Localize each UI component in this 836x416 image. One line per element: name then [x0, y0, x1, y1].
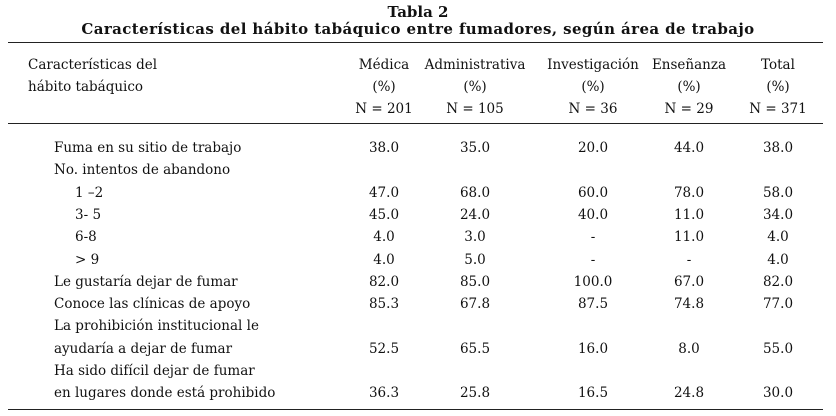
- header-col-n: N = 371: [749, 101, 807, 117]
- table-cell: 5.0: [464, 251, 486, 268]
- row-label: Le gustaría dejar de fumar: [54, 273, 238, 290]
- table-cell: 65.5: [459, 340, 491, 357]
- table-cell: 52.5: [368, 340, 400, 357]
- table-cell: 87.5: [577, 296, 609, 313]
- table-cell: 4.0: [767, 251, 789, 268]
- header-col-n: N = 105: [446, 101, 504, 117]
- header-col-name: Médica: [358, 57, 410, 73]
- table-cell: 36.3: [368, 385, 400, 402]
- table-cell: 16.0: [577, 340, 609, 357]
- header-col-1: [420, 54, 530, 120]
- table-cell: 68.0: [459, 184, 491, 201]
- header-col-n: N = 36: [568, 101, 618, 117]
- header-col-name: Total: [761, 57, 795, 73]
- table-cell: 11.0: [673, 229, 705, 246]
- table-cell: 45.0: [368, 206, 400, 223]
- row-label: Fuma en su sitio de trabajo: [54, 140, 242, 156]
- table-cell: -: [590, 251, 596, 268]
- header-col-4: [723, 54, 833, 120]
- table-cell: 60.0: [577, 184, 609, 201]
- table-cell: 85.3: [368, 296, 400, 313]
- row-label: La prohibición institucional le: [54, 318, 259, 335]
- row-label: 1 –2: [75, 184, 104, 201]
- row-label: Conoce las clínicas de apoyo: [54, 296, 251, 313]
- header-second-line: hábito tabáquico: [28, 79, 144, 95]
- table-cell: 35.0: [459, 140, 491, 156]
- header-col-unit: (%): [372, 79, 396, 95]
- table-cell: 34.0: [762, 206, 794, 223]
- table-cell: 38.0: [762, 140, 794, 156]
- table-cell: 20.0: [577, 140, 609, 156]
- header-col-unit: (%): [766, 79, 790, 95]
- table-cell: 16.5: [577, 385, 609, 402]
- table-cell: 58.0: [762, 184, 794, 201]
- table-cell: 47.0: [368, 184, 400, 201]
- table-cell: 24.0: [459, 206, 491, 223]
- header-col-n: N = 201: [355, 101, 413, 117]
- row-label: 6-8: [75, 229, 97, 246]
- table-cell: 4.0: [373, 251, 395, 268]
- header-col-unit: (%): [677, 79, 701, 95]
- table-cell: 78.0: [673, 184, 705, 201]
- table-cell: 74.8: [673, 296, 705, 313]
- table-cell: 67.8: [459, 296, 491, 313]
- header-col-2: [538, 54, 648, 120]
- header-col-name: Enseñanza: [651, 57, 727, 73]
- table-cell: 40.0: [577, 206, 609, 223]
- table-cell: 3.0: [464, 229, 486, 246]
- table-number: Tabla 2: [387, 3, 449, 21]
- table-title: Características del hábito tabáquico entre fumadores, según área de trabajo: [81, 20, 755, 38]
- top-rule: [8, 42, 823, 43]
- table-cell: 67.0: [673, 273, 705, 290]
- header-rule: [8, 123, 823, 124]
- table-cell: 25.8: [459, 385, 491, 402]
- row-label: 3- 5: [75, 206, 102, 223]
- table-cell: 4.0: [767, 229, 789, 246]
- header-col-unit: (%): [463, 79, 487, 95]
- header-col-name: Administrativa: [424, 57, 526, 73]
- header-col-n: N = 29: [664, 101, 714, 117]
- header-col-name: Investigación: [547, 57, 639, 73]
- table-cell: 8.0: [678, 340, 700, 357]
- table-cell: 85.0: [459, 273, 491, 290]
- header-first-line: Características del: [28, 57, 158, 73]
- table-cell: 77.0: [762, 296, 794, 313]
- row-label: Ha sido difícil dejar de fumar: [54, 363, 255, 379]
- table-cell: -: [686, 251, 692, 268]
- table-cell: 82.0: [368, 273, 400, 290]
- table-cell: 100.0: [573, 273, 613, 290]
- table-cell: 24.8: [673, 385, 705, 402]
- table-cell: 44.0: [673, 140, 705, 156]
- header-col-unit: (%): [581, 79, 605, 95]
- row-label: No. intentos de abandono: [54, 162, 231, 179]
- row-label: en lugares donde está prohibido: [54, 385, 276, 402]
- row-label: ayudaría a dejar de fumar: [54, 340, 233, 357]
- header-first-column: [28, 54, 157, 98]
- table-cell: 11.0: [673, 206, 705, 223]
- table-cell: 55.0: [762, 340, 794, 357]
- bottom-rule: [8, 409, 823, 410]
- row-label: > 9: [75, 251, 100, 268]
- table-cell: -: [590, 229, 596, 246]
- table-cell: 30.0: [762, 385, 794, 402]
- table-cell: 82.0: [762, 273, 794, 290]
- table-cell: 4.0: [373, 229, 395, 246]
- table-cell: 38.0: [368, 140, 400, 156]
